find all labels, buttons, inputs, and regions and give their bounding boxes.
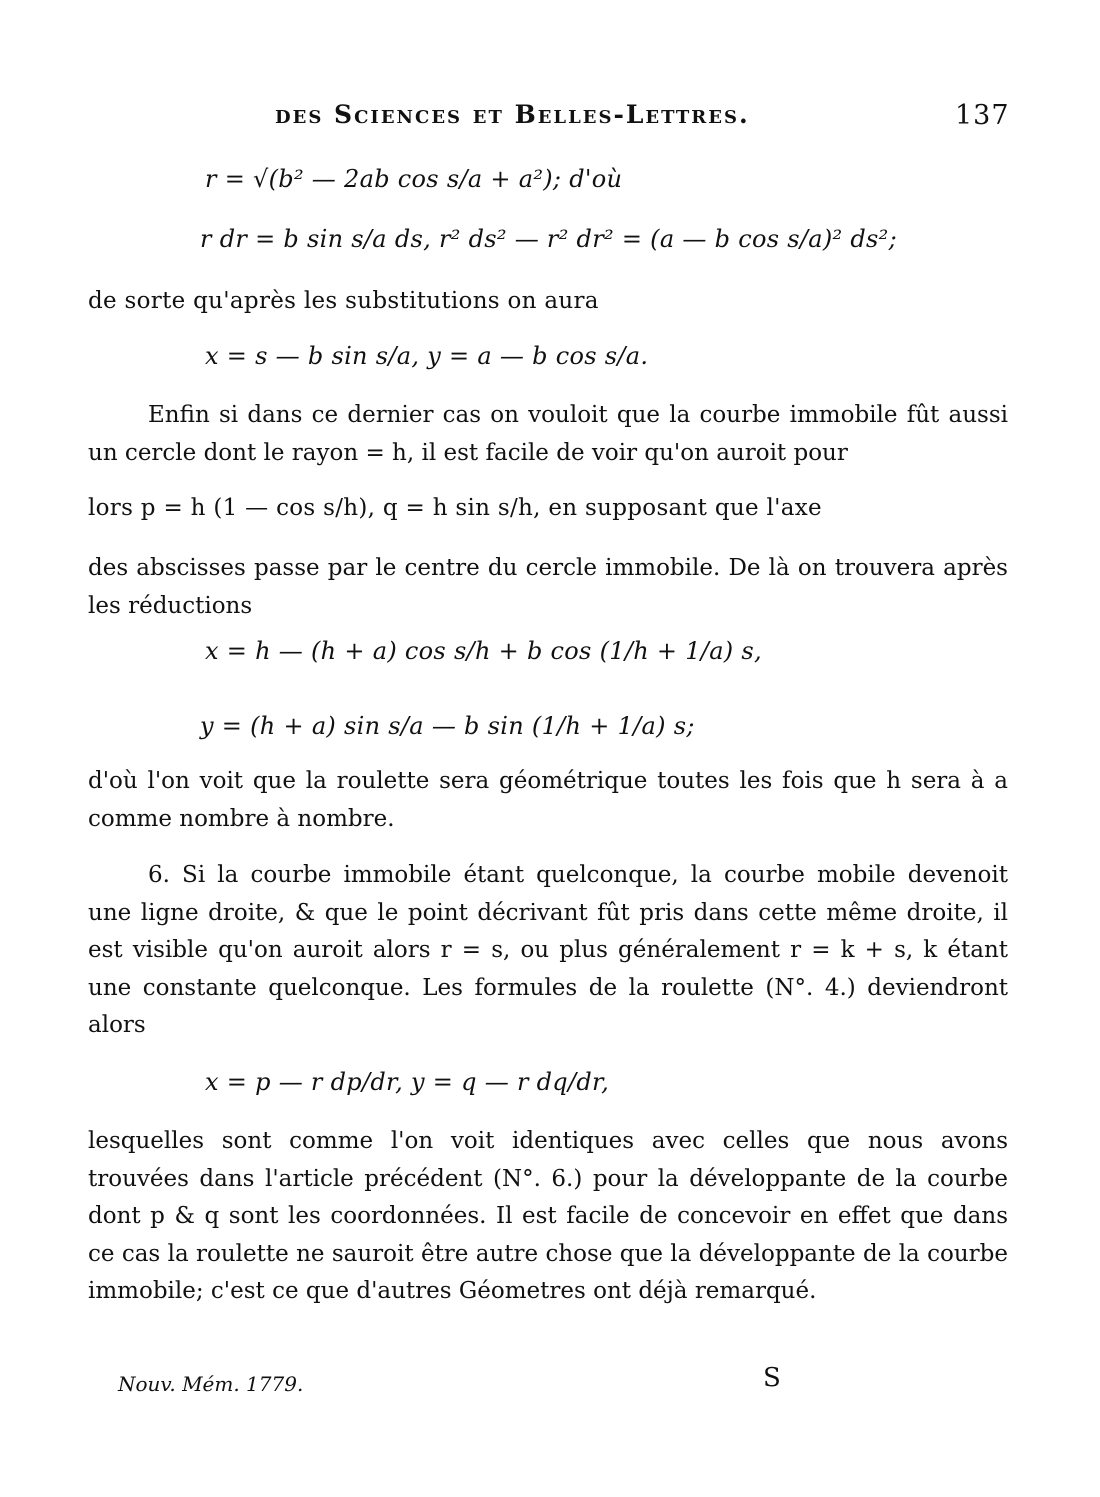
paragraph-lors: lors p = h (1 — cos s/h), q = h sin s/h, en supposant que l'axe (88, 495, 822, 521)
signature-mark: S (763, 1363, 781, 1393)
paragraph-lesquelles: lesquelles sont comme l'on voit identiques avec celles que nous avons trouvées dans l'article précédent (N°. 6.) pour la développante de la courbe dont p & q sont les coordonnées. Il est facile de concevoir en effet que dans ce cas la roulette ne sauroit être autre chose que la développante de la courbe immobile; c'est ce que d'autres Géometres ont déjà remarqué. (88, 1128, 1008, 1304)
equation-x-y-roulette: x = p — r dp/dr, y = q — r dq/dr, (205, 1068, 610, 1096)
equation-x-circle: x = h — (h + a) cos s/h + b cos (1/h + 1/a) s, (205, 637, 762, 665)
footer-citation: Nouv. Mém. 1779. (118, 1372, 304, 1396)
paragraph-enfin: Enfin si dans ce dernier cas on vouloit que la courbe immobile fût aussi un cercle dont le rayon = h, il est facile de voir qu'on auroit pour (88, 402, 1008, 466)
equation-x-y-cycloid: x = s — b sin s/a, y = a — b cos s/a. (205, 342, 649, 370)
equation-r-dr: r dr = b sin s/a ds, r² ds² — r² dr² = (a — b cos s/a)² ds²; (200, 225, 897, 253)
paragraph-substitutions: de sorte qu'après les substitutions on aura (88, 288, 599, 314)
equation-r: r = √(b² — 2ab cos s/a + a²); d'où (205, 165, 623, 193)
equation-y-circle: y = (h + a) sin s/a — b sin (1/h + 1/a) s; (200, 712, 695, 740)
running-header: des Sciences et Belles-Lettres. (275, 100, 750, 129)
paragraph-six: 6. Si la courbe immobile étant quelconque, la courbe mobile devenoit une ligne droite, & que le point décrivant fût pris dans cette même droite, il est visible qu'on auroit alors r = s, ou plus généralement r = k + s, k étant une constante quelconque. Les formules de la roulette (N°. 4.) deviendront alors (88, 862, 1008, 1038)
paragraph-geometrique: d'où l'on voit que la roulette sera géométrique toutes les fois que h sera à a comme nombre à nombre. (88, 768, 1008, 832)
page-number: 137 (955, 100, 1010, 131)
paragraph-abscisses: des abscisses passe par le centre du cercle immobile. De là on trouvera après les réductions (88, 555, 1008, 619)
